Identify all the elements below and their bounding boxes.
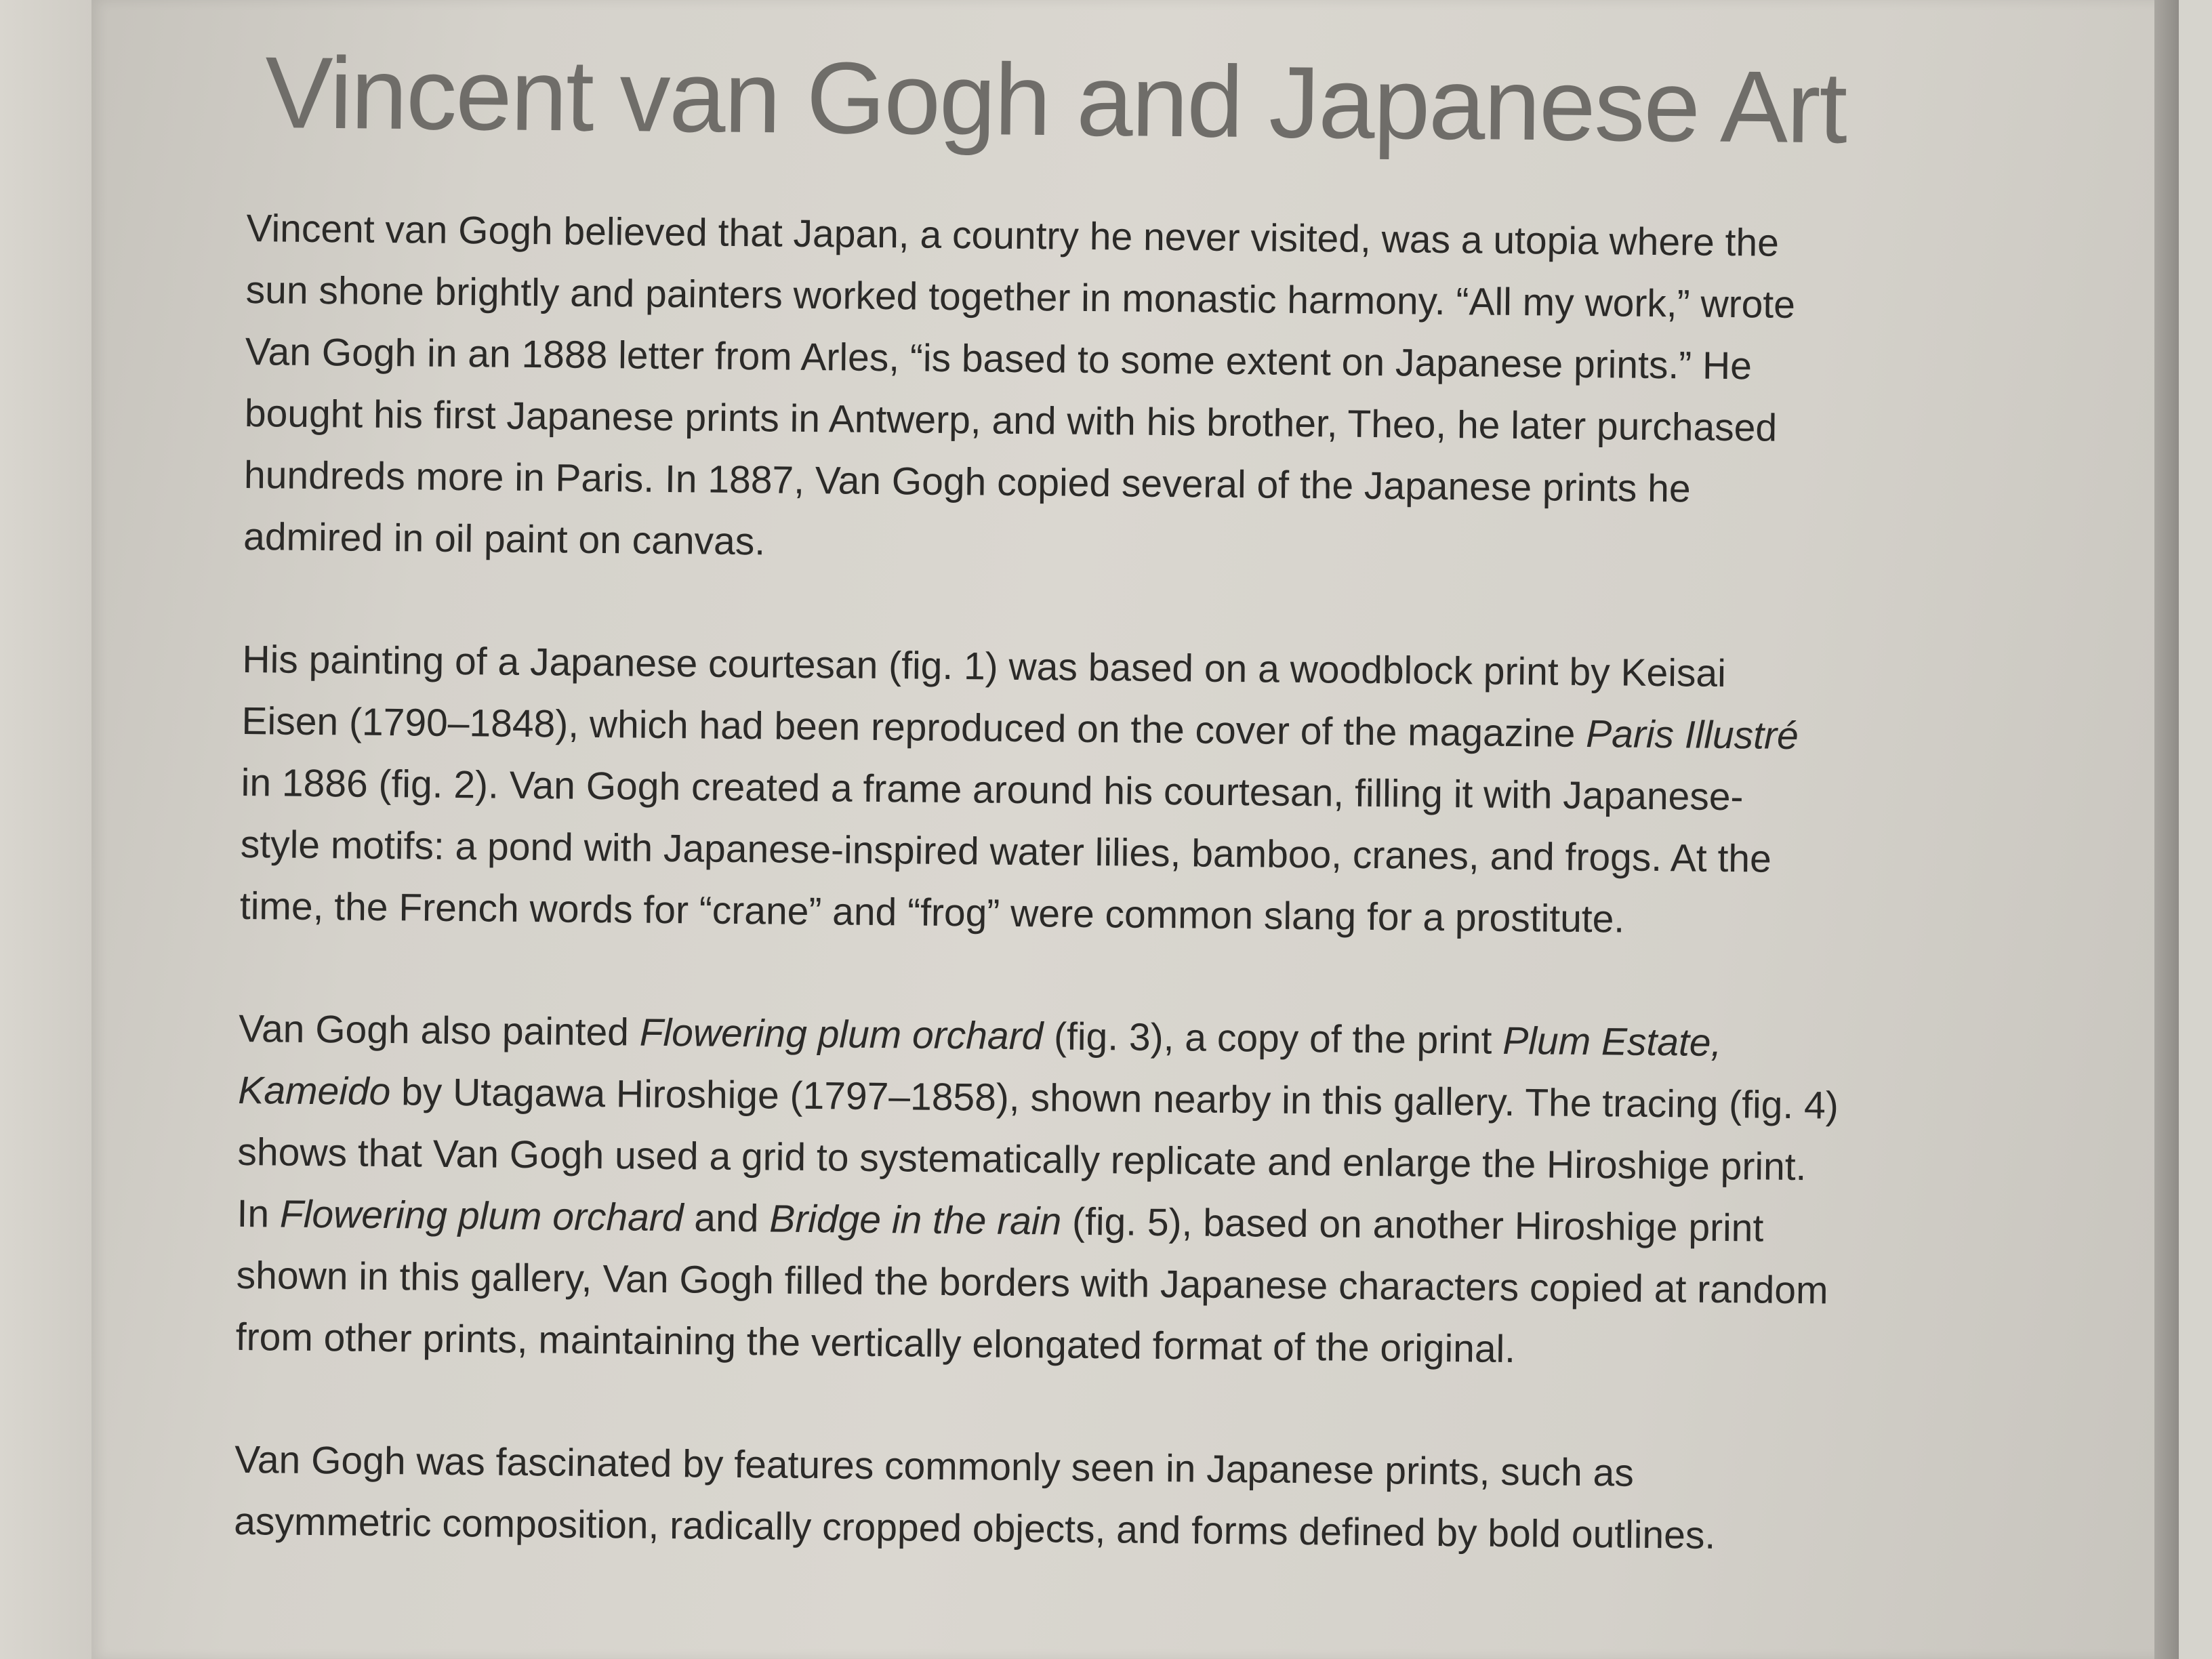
italic-title: Flowering plum orchard bbox=[279, 1192, 684, 1240]
italic-title: Flowering plum orchard bbox=[639, 1010, 1044, 1059]
italic-title: Bridge in the rain bbox=[769, 1197, 1062, 1244]
gallery-wall bbox=[0, 0, 91, 1659]
text-run: shows that Van Gogh used a grid to systematically replicate and enlarge the Hiroshige print. bbox=[237, 1130, 1807, 1189]
text-run: Van Gogh also painted bbox=[238, 1006, 640, 1054]
text-run: by Utagawa Hiroshige (1797–1858), shown nearby in this gallery. The tracing (fig. 4) bbox=[390, 1070, 1839, 1128]
text-run: sun shone brightly and painters worked together in monastic harmony. “All my work,” wrote bbox=[245, 268, 1796, 327]
italic-title: Plum Estate, bbox=[1502, 1019, 1722, 1065]
text-run: Van Gogh in an 1888 letter from Arles, “is based to some extent on Japanese prints.” He bbox=[245, 329, 1753, 388]
paragraph-4 bbox=[234, 1429, 1902, 1569]
text-run: shown in this gallery, Van Gogh filled the borders with Japanese characters copied at random bbox=[236, 1253, 1828, 1313]
text-run: Van Gogh was fascinated by features commonly seen in Japanese prints, such as bbox=[234, 1437, 1635, 1495]
paragraph-3 bbox=[235, 998, 1906, 1385]
text-run: (fig. 5), based on another Hiroshige print bbox=[1061, 1200, 1764, 1250]
text-run: His painting of a Japanese courtesan (fig. 1) was based on a woodblock print by Keisai bbox=[242, 637, 1727, 695]
italic-title: Kameido bbox=[238, 1068, 391, 1114]
paragraph-1 bbox=[243, 198, 1914, 584]
text-run: hundreds more in Paris. In 1887, Van Gogh copied several of the Japanese prints he bbox=[243, 453, 1691, 511]
text-run: asymmetric composition, radically cropped objects, and forms defined by bold outlines. bbox=[233, 1499, 1716, 1557]
text-run: In bbox=[237, 1191, 281, 1236]
text-run: admired in oil paint on canvas. bbox=[243, 514, 766, 564]
text-run: Eisen (1790–1848), which had been reproduced on the cover of the magazine bbox=[241, 699, 1586, 756]
text-run: (fig. 3), a copy of the print bbox=[1042, 1015, 1503, 1063]
text-run: style motifs: a pond with Japanese-inspired water lilies, bamboo, cranes, and frogs. At the bbox=[240, 822, 1772, 881]
italic-title: Paris Illustré bbox=[1585, 712, 1799, 758]
text-run: and bbox=[683, 1196, 770, 1241]
text-run: time, the French words for “crane” and “frog” were common slang for a prostitute. bbox=[239, 884, 1625, 941]
text-run: from other prints, maintaining the vertically elongated format of the original. bbox=[235, 1315, 1516, 1372]
placard-body bbox=[233, 198, 1914, 1630]
text-run: in 1886 (fig. 2). Van Gogh created a frame around his courtesan, filling it with Japanese- bbox=[241, 760, 1744, 819]
placard-title: Vincent van Gogh and Japanese Art bbox=[264, 35, 1847, 165]
placard-edge bbox=[2154, 0, 2179, 1659]
text-run: bought his first Japanese prints in Antwerp, and with his brother, Theo, he later purchased bbox=[244, 391, 1778, 450]
text-run: Vincent van Gogh believed that Japan, a country he never visited, was a utopia where the bbox=[246, 206, 1780, 265]
paragraph-2 bbox=[240, 629, 1910, 954]
